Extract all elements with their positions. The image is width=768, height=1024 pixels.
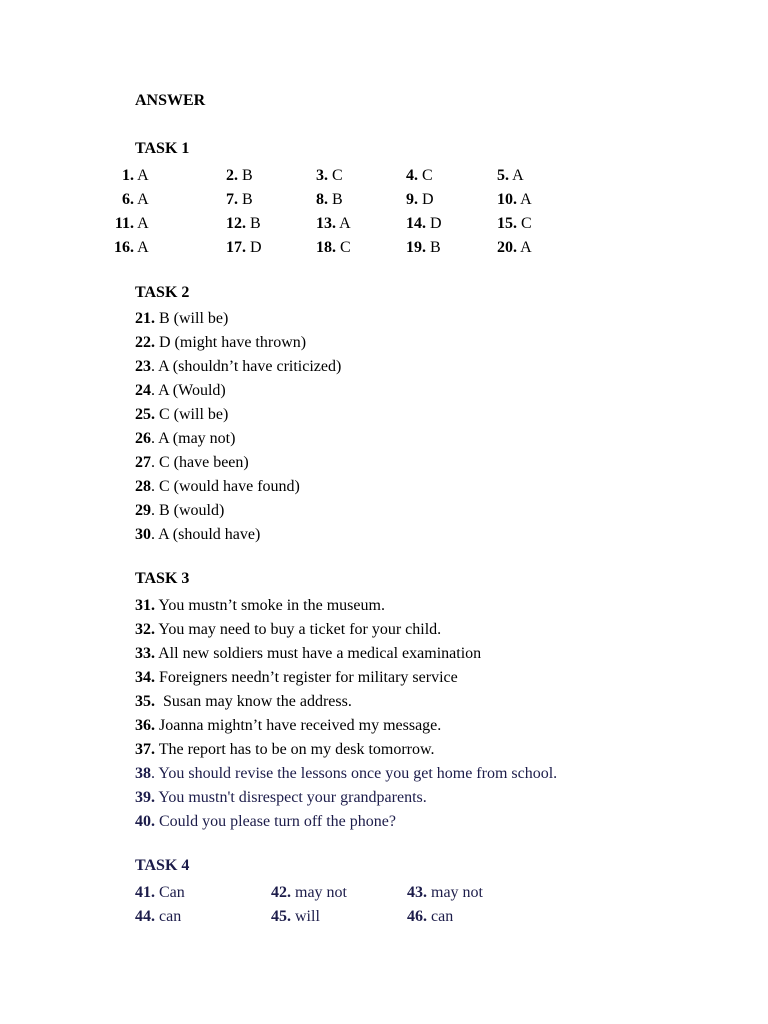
answer-word: will bbox=[295, 908, 320, 925]
task1-answer-item bbox=[497, 236, 532, 260]
task1-answer-item bbox=[406, 212, 442, 236]
task3-answer-item bbox=[135, 786, 427, 810]
answer-choice: B bbox=[242, 167, 253, 184]
question-number: 25. bbox=[135, 406, 155, 423]
question-number: 38 bbox=[135, 765, 151, 782]
question-number: 21. bbox=[135, 310, 155, 327]
question-number: 28 bbox=[135, 478, 151, 495]
task3-heading: TASK 3 bbox=[135, 570, 190, 587]
question-number: 13. bbox=[316, 215, 336, 232]
question-number: 41. bbox=[135, 884, 155, 901]
task4-answer-item bbox=[135, 881, 185, 905]
answer-text: The report has to be on my desk tomorrow. bbox=[155, 741, 435, 758]
task1-answer-item bbox=[497, 188, 532, 212]
answer-text: D (might have thrown) bbox=[155, 334, 307, 351]
question-number: 10. bbox=[497, 191, 517, 208]
question-number: 36. bbox=[135, 717, 155, 734]
question-number: 12. bbox=[226, 215, 246, 232]
answer-choice: B bbox=[332, 191, 343, 208]
question-number: 43. bbox=[407, 884, 427, 901]
answer-choice: A bbox=[137, 167, 149, 184]
question-number: 16. bbox=[114, 239, 134, 256]
task2-answer-item bbox=[135, 427, 235, 451]
task3-answer-item bbox=[135, 618, 441, 642]
question-number: 33. bbox=[135, 645, 155, 662]
task4-heading: TASK 4 bbox=[135, 857, 190, 874]
question-number: 6. bbox=[122, 191, 134, 208]
answer-text: You mustn't disrespect your grandparents. bbox=[155, 789, 427, 806]
question-number: 18. bbox=[316, 239, 336, 256]
task1-answer-item bbox=[108, 212, 149, 236]
task3-answer-item bbox=[135, 762, 557, 786]
question-number: 9. bbox=[406, 191, 418, 208]
task1-answer-item bbox=[316, 236, 351, 260]
question-number: 7. bbox=[226, 191, 238, 208]
task1-answer-item bbox=[406, 164, 433, 188]
answer-choice: C bbox=[521, 215, 532, 232]
answer-choice: C bbox=[422, 167, 433, 184]
task3-answer-item bbox=[135, 738, 435, 762]
answer-text: You may need to buy a ticket for your child. bbox=[155, 621, 442, 638]
answer-choice: D bbox=[422, 191, 434, 208]
answer-text: . A (may not) bbox=[151, 430, 236, 447]
answer-choice: B bbox=[242, 191, 253, 208]
question-number: 27 bbox=[135, 454, 151, 471]
answer-choice: A bbox=[137, 215, 149, 232]
question-number: 2. bbox=[226, 167, 238, 184]
task2-answer-item bbox=[135, 523, 260, 547]
task1-answer-item bbox=[497, 164, 524, 188]
answer-text: . A (should have) bbox=[151, 526, 261, 543]
answer-choice: A bbox=[520, 239, 532, 256]
task2-answer-item bbox=[135, 379, 226, 403]
task3-answer-item bbox=[135, 810, 396, 834]
question-number: 42. bbox=[271, 884, 291, 901]
task1-answer-item bbox=[406, 188, 434, 212]
answer-choice: B bbox=[430, 239, 441, 256]
question-number: 5. bbox=[497, 167, 509, 184]
task1-answer-item bbox=[316, 164, 343, 188]
answer-text: . A (shouldn’t have criticized) bbox=[151, 358, 342, 375]
answer-text: All new soldiers must have a medical examination bbox=[155, 645, 482, 662]
task2-answer-item bbox=[135, 403, 228, 427]
answer-text: Could you please turn off the phone? bbox=[155, 813, 396, 830]
answer-choice: B bbox=[250, 215, 261, 232]
answer-choice: A bbox=[137, 191, 149, 208]
question-number: 19. bbox=[406, 239, 426, 256]
task2-answer-item bbox=[135, 355, 341, 379]
question-number: 37. bbox=[135, 741, 155, 758]
answer-text: B (will be) bbox=[155, 310, 229, 327]
task2-answer-item bbox=[135, 451, 249, 475]
answer-choice: A bbox=[137, 239, 149, 256]
question-number: 20. bbox=[497, 239, 517, 256]
question-number: 46. bbox=[407, 908, 427, 925]
question-number: 32. bbox=[135, 621, 155, 638]
question-number: 29 bbox=[135, 502, 151, 519]
task2-answer-item bbox=[135, 475, 300, 499]
task3-answer-item bbox=[135, 594, 385, 618]
question-number: 23 bbox=[135, 358, 151, 375]
question-number: 22. bbox=[135, 334, 155, 351]
question-number: 39. bbox=[135, 789, 155, 806]
task1-answer-item bbox=[316, 188, 343, 212]
answer-choice: A bbox=[339, 215, 351, 232]
task1-answer-item bbox=[108, 236, 149, 260]
task1-answer-item bbox=[108, 188, 149, 212]
task2-answer-item bbox=[135, 331, 306, 355]
page-title: ANSWER bbox=[135, 92, 206, 109]
question-number: 4. bbox=[406, 167, 418, 184]
task1-answer-item bbox=[406, 236, 441, 260]
task3-answer-item bbox=[135, 714, 441, 738]
answer-text: . B (would) bbox=[151, 502, 225, 519]
task1-answer-item bbox=[497, 212, 532, 236]
task1-answer-item bbox=[108, 164, 149, 188]
task1-answer-item bbox=[316, 212, 351, 236]
task4-answer-item bbox=[407, 905, 453, 929]
answer-word: may not bbox=[431, 884, 483, 901]
answer-word: can bbox=[159, 908, 182, 925]
task1-answer-item bbox=[226, 164, 253, 188]
question-number: 44. bbox=[135, 908, 155, 925]
answer-text: Foreigners needn’t register for military service bbox=[155, 669, 458, 686]
answer-text: Susan may know the address. bbox=[155, 693, 352, 710]
answer-word: Can bbox=[159, 884, 185, 901]
task2-heading: TASK 2 bbox=[135, 284, 190, 301]
answer-text: . C (would have found) bbox=[151, 478, 300, 495]
question-number: 34. bbox=[135, 669, 155, 686]
task4-answer-item bbox=[271, 881, 347, 905]
answer-text: C (will be) bbox=[155, 406, 229, 423]
task2-answer-item bbox=[135, 499, 224, 523]
task1-answer-item bbox=[226, 236, 262, 260]
question-number: 35. bbox=[135, 693, 155, 710]
question-number: 11. bbox=[114, 215, 134, 232]
task4-answer-item bbox=[407, 881, 483, 905]
task4-answer-item bbox=[271, 905, 320, 929]
task3-answer-item bbox=[135, 666, 458, 690]
answer-choice: A bbox=[520, 191, 532, 208]
answer-text: . C (have been) bbox=[151, 454, 249, 471]
question-number: 31. bbox=[135, 597, 155, 614]
question-number: 30 bbox=[135, 526, 151, 543]
task1-answer-item bbox=[226, 188, 253, 212]
answer-text: . A (Would) bbox=[151, 382, 226, 399]
question-number: 24 bbox=[135, 382, 151, 399]
question-number: 14. bbox=[406, 215, 426, 232]
task1-heading: TASK 1 bbox=[135, 140, 190, 157]
task4-answer-item bbox=[135, 905, 181, 929]
answer-text: Joanna mightn’t have received my message. bbox=[155, 717, 442, 734]
question-number: 8. bbox=[316, 191, 328, 208]
answer-choice: C bbox=[332, 167, 343, 184]
question-number: 40. bbox=[135, 813, 155, 830]
answer-text: . You should revise the lessons once you get home from school. bbox=[151, 765, 558, 782]
question-number: 15. bbox=[497, 215, 517, 232]
question-number: 17. bbox=[226, 239, 246, 256]
answer-choice: D bbox=[250, 239, 262, 256]
answer-choice: A bbox=[512, 167, 524, 184]
answer-choice: C bbox=[340, 239, 351, 256]
question-number: 26 bbox=[135, 430, 151, 447]
task3-answer-item bbox=[135, 690, 352, 714]
answer-choice: D bbox=[430, 215, 442, 232]
question-number: 3. bbox=[316, 167, 328, 184]
task3-answer-item bbox=[135, 642, 481, 666]
task1-answer-item bbox=[226, 212, 261, 236]
question-number: 45. bbox=[271, 908, 291, 925]
question-number: 1. bbox=[122, 167, 134, 184]
answer-word: may not bbox=[295, 884, 347, 901]
answer-text: You mustn’t smoke in the museum. bbox=[155, 597, 385, 614]
answer-word: can bbox=[431, 908, 454, 925]
task2-answer-item bbox=[135, 307, 228, 331]
